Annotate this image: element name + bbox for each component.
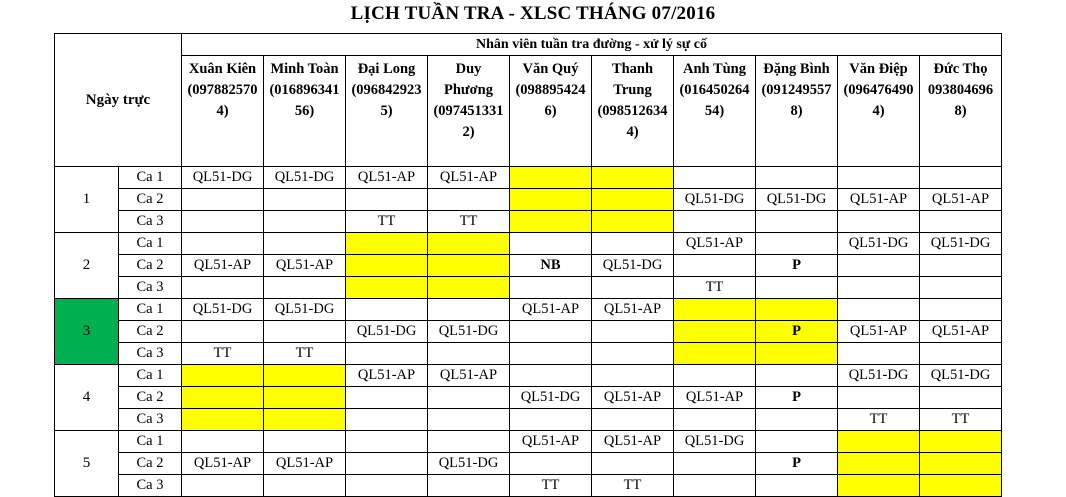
assignment-cell [428, 475, 510, 497]
staff-header-line: Thanh [611, 61, 654, 77]
assignment-cell [592, 211, 674, 233]
staff-header-line: (098895424 [515, 82, 586, 98]
assignment-cell [920, 277, 1002, 299]
staff-header [510, 56, 592, 167]
assignment-cell [182, 277, 264, 299]
assignment-cell: QL51-AP [428, 365, 510, 387]
assignment-cell: QL51-AP [346, 167, 428, 189]
staff-header-line: 4) [872, 103, 885, 119]
day-cell: 1 [55, 167, 119, 233]
shift-label: Ca 2 [119, 387, 182, 409]
shift-row [55, 409, 1002, 431]
staff-header-line: Minh Toàn [270, 61, 339, 77]
corner-label: Ngày trực [55, 34, 182, 167]
assignment-cell: QL51-AP [510, 431, 592, 453]
shift-row [55, 211, 1002, 233]
staff-header [920, 56, 1002, 167]
day-cell: 5 [55, 431, 119, 497]
staff-header-line: Duy [455, 61, 482, 77]
assignment-cell [756, 233, 838, 255]
shift-label: Ca 2 [119, 453, 182, 475]
assignment-cell [674, 343, 756, 365]
assignment-cell [182, 189, 264, 211]
assignment-cell: TT [920, 409, 1002, 431]
staff-header [182, 56, 264, 167]
assignment-cell: QL51-AP [510, 299, 592, 321]
assignment-cell [510, 189, 592, 211]
assignment-cell [838, 299, 920, 321]
staff-header-line: 8) [954, 103, 967, 119]
assignment-cell [674, 255, 756, 277]
assignment-cell [264, 387, 346, 409]
assignment-cell [510, 233, 592, 255]
assignment-cell [920, 299, 1002, 321]
assignment-cell [428, 299, 510, 321]
assignment-cell [264, 277, 346, 299]
assignment-cell [674, 321, 756, 343]
staff-header-line: 6) [544, 103, 557, 119]
staff-header-line: Phương [444, 82, 493, 98]
shift-row [55, 475, 1002, 497]
staff-header-line: (016450264 [679, 82, 750, 98]
assignment-cell [182, 475, 264, 497]
assignment-cell: QL51-AP [592, 431, 674, 453]
assignment-cell [838, 167, 920, 189]
assignment-cell [592, 365, 674, 387]
shift-row [55, 299, 1002, 321]
assignment-cell [428, 277, 510, 299]
shift-label: Ca 1 [119, 431, 182, 453]
assignment-cell [920, 453, 1002, 475]
staff-header-line: 2) [462, 124, 475, 140]
assignment-cell [756, 475, 838, 497]
assignment-cell [756, 343, 838, 365]
assignment-cell [182, 365, 264, 387]
assignment-cell [592, 409, 674, 431]
assignment-cell: QL51-AP [346, 365, 428, 387]
group-header: Nhân viên tuần tra đường - xử lý sự cố [182, 34, 1002, 56]
assignment-cell [838, 387, 920, 409]
shift-row [55, 233, 1002, 255]
staff-header-line: Trung [613, 82, 652, 98]
assignment-cell [428, 255, 510, 277]
assignment-cell [182, 233, 264, 255]
assignment-cell: QL51-AP [182, 453, 264, 475]
assignment-cell: QL51-AP [592, 387, 674, 409]
assignment-cell: TT [264, 343, 346, 365]
assignment-cell [674, 299, 756, 321]
staff-header-line: 54) [704, 103, 725, 119]
assignment-cell [592, 453, 674, 475]
shift-label: Ca 3 [119, 343, 182, 365]
assignment-cell [510, 365, 592, 387]
assignment-cell [510, 453, 592, 475]
assignment-cell [920, 255, 1002, 277]
shift-label: Ca 3 [119, 409, 182, 431]
day-cell: 2 [55, 233, 119, 299]
assignment-cell [920, 387, 1002, 409]
staff-header-line: 4) [626, 124, 639, 140]
assignment-cell: P [756, 321, 838, 343]
assignment-cell [264, 321, 346, 343]
assignment-cell [756, 431, 838, 453]
assignment-cell [510, 167, 592, 189]
assignment-cell [674, 409, 756, 431]
assignment-cell [756, 409, 838, 431]
assignment-cell [428, 343, 510, 365]
shift-label: Ca 1 [119, 365, 182, 387]
assignment-cell: QL51-DG [182, 299, 264, 321]
assignment-cell [346, 431, 428, 453]
assignment-cell [920, 211, 1002, 233]
assignment-cell: P [756, 453, 838, 475]
shift-label: Ca 2 [119, 255, 182, 277]
assignment-cell [592, 277, 674, 299]
shift-row [55, 387, 1002, 409]
shift-row [55, 365, 1002, 387]
assignment-cell [346, 233, 428, 255]
assignment-cell [756, 167, 838, 189]
assignment-cell: QL51-AP [182, 255, 264, 277]
assignment-cell [182, 321, 264, 343]
schedule-table [54, 33, 1002, 497]
assignment-cell: QL51-DG [838, 233, 920, 255]
header-row-group [55, 34, 1002, 56]
staff-header-line: 5) [380, 103, 393, 119]
assignment-cell [838, 277, 920, 299]
assignment-cell: TT [182, 343, 264, 365]
staff-header-line: (098512634 [597, 103, 668, 119]
assignment-cell [592, 189, 674, 211]
assignment-cell [346, 475, 428, 497]
shift-label: Ca 2 [119, 189, 182, 211]
assignment-cell: QL51-DG [264, 167, 346, 189]
shift-label: Ca 3 [119, 277, 182, 299]
assignment-cell: NB [510, 255, 592, 277]
staff-header-line: (016896341 [269, 82, 340, 98]
shift-row [55, 343, 1002, 365]
assignment-cell [838, 431, 920, 453]
assignment-cell [756, 277, 838, 299]
assignment-cell [510, 321, 592, 343]
assignment-cell [182, 431, 264, 453]
shift-label: Ca 1 [119, 167, 182, 189]
assignment-cell [756, 365, 838, 387]
assignment-cell [592, 343, 674, 365]
staff-header-line: Đại Long [357, 61, 416, 77]
assignment-cell [346, 453, 428, 475]
assignment-cell [510, 343, 592, 365]
staff-header [674, 56, 756, 167]
staff-header [592, 56, 674, 167]
staff-header [428, 56, 510, 167]
assignment-cell: QL51-AP [838, 189, 920, 211]
assignment-cell [838, 343, 920, 365]
assignment-cell [264, 189, 346, 211]
assignment-cell: QL51-AP [428, 167, 510, 189]
assignment-cell: QL51-AP [920, 189, 1002, 211]
assignment-cell [264, 365, 346, 387]
shift-row [55, 431, 1002, 453]
assignment-cell [838, 475, 920, 497]
assignment-cell: QL51-AP [920, 321, 1002, 343]
shift-label: Ca 2 [119, 321, 182, 343]
staff-header [756, 56, 838, 167]
assignment-cell [510, 409, 592, 431]
assignment-cell: TT [346, 211, 428, 233]
assignment-cell: TT [674, 277, 756, 299]
assignment-cell [674, 453, 756, 475]
assignment-cell [346, 255, 428, 277]
assignment-cell: QL51-AP [592, 299, 674, 321]
day-cell: 3 [55, 299, 119, 365]
staff-header-line: (091249557 [761, 82, 832, 98]
shift-row [55, 189, 1002, 211]
assignment-cell: QL51-DG [592, 255, 674, 277]
assignment-cell [182, 211, 264, 233]
staff-header-line: (096842923 [351, 82, 422, 98]
staff-header-line: Văn Điệp [849, 61, 908, 77]
assignment-cell [346, 189, 428, 211]
assignment-cell: QL51-AP [838, 321, 920, 343]
assignment-cell [346, 277, 428, 299]
assignment-cell: TT [838, 409, 920, 431]
assignment-cell [346, 299, 428, 321]
assignment-cell: QL51-DG [182, 167, 264, 189]
assignment-cell [592, 167, 674, 189]
staff-header-line: Văn Quý [522, 61, 579, 77]
assignment-cell [920, 475, 1002, 497]
assignment-cell: TT [592, 475, 674, 497]
staff-header-line: 4) [216, 103, 229, 119]
assignment-cell: TT [510, 475, 592, 497]
assignment-cell: P [756, 387, 838, 409]
assignment-cell [182, 387, 264, 409]
assignment-cell: QL51-AP [264, 255, 346, 277]
shift-label: Ca 3 [119, 211, 182, 233]
assignment-cell: QL51-DG [346, 321, 428, 343]
assignment-cell [428, 409, 510, 431]
assignment-cell [346, 387, 428, 409]
assignment-cell [838, 453, 920, 475]
staff-header-line: Đức Thọ [933, 61, 988, 77]
assignment-cell [428, 233, 510, 255]
shift-label: Ca 3 [119, 475, 182, 497]
shift-row [55, 321, 1002, 343]
assignment-cell: QL51-DG [674, 431, 756, 453]
page-title: LỊCH TUẦN TRA - XLSC THÁNG 07/2016 [350, 3, 716, 24]
assignment-cell [920, 343, 1002, 365]
assignment-cell: QL51-DG [920, 233, 1002, 255]
shift-row [55, 277, 1002, 299]
assignment-cell [674, 211, 756, 233]
assignment-cell: QL51-DG [510, 387, 592, 409]
assignment-cell [592, 233, 674, 255]
assignment-cell: QL51-DG [838, 365, 920, 387]
assignment-cell: QL51-AP [674, 387, 756, 409]
assignment-cell [428, 387, 510, 409]
staff-header [264, 56, 346, 167]
assignment-cell [264, 211, 346, 233]
shift-row [55, 255, 1002, 277]
shift-row [55, 453, 1002, 475]
assignment-cell: QL51-DG [428, 321, 510, 343]
assignment-cell: TT [428, 211, 510, 233]
assignment-cell: QL51-AP [264, 453, 346, 475]
staff-header-line: Đặng Bình [763, 61, 830, 77]
assignment-cell [592, 321, 674, 343]
assignment-cell [756, 299, 838, 321]
staff-header-line: (097882570 [187, 82, 258, 98]
assignment-cell [428, 189, 510, 211]
assignment-cell [838, 211, 920, 233]
shift-row [55, 167, 1002, 189]
assignment-cell [510, 277, 592, 299]
shift-label: Ca 1 [119, 233, 182, 255]
assignment-cell [674, 365, 756, 387]
assignment-cell [346, 409, 428, 431]
staff-header-line: (097451331 [433, 103, 504, 119]
staff-header-line: 8) [790, 103, 803, 119]
staff-header-line: Anh Tùng [682, 61, 746, 77]
staff-header [346, 56, 428, 167]
assignment-cell [264, 475, 346, 497]
shift-label: Ca 1 [119, 299, 182, 321]
assignment-cell [346, 343, 428, 365]
assignment-cell: QL51-DG [264, 299, 346, 321]
assignment-cell: QL51-AP [674, 233, 756, 255]
assignment-cell: QL51-DG [920, 365, 1002, 387]
assignment-cell [428, 431, 510, 453]
staff-header-line: Xuân Kiên [188, 61, 257, 77]
assignment-cell [838, 255, 920, 277]
assignment-cell [756, 211, 838, 233]
assignment-cell: QL51-DG [756, 189, 838, 211]
assignment-cell: QL51-DG [428, 453, 510, 475]
staff-header [838, 56, 920, 167]
assignment-cell [510, 211, 592, 233]
staff-header-line: 56) [294, 103, 315, 119]
assignment-cell [674, 475, 756, 497]
assignment-cell: P [756, 255, 838, 277]
assignment-cell [264, 233, 346, 255]
assignment-cell [920, 431, 1002, 453]
assignment-cell [674, 167, 756, 189]
assignment-cell [920, 167, 1002, 189]
header-row-staff [55, 56, 1002, 167]
staff-header-line: (096476490 [843, 82, 914, 98]
assignment-cell [264, 431, 346, 453]
day-cell: 4 [55, 365, 119, 431]
staff-header-line: 093804696 [927, 82, 994, 98]
assignment-cell: QL51-DG [674, 189, 756, 211]
assignment-cell [182, 409, 264, 431]
assignment-cell [264, 409, 346, 431]
